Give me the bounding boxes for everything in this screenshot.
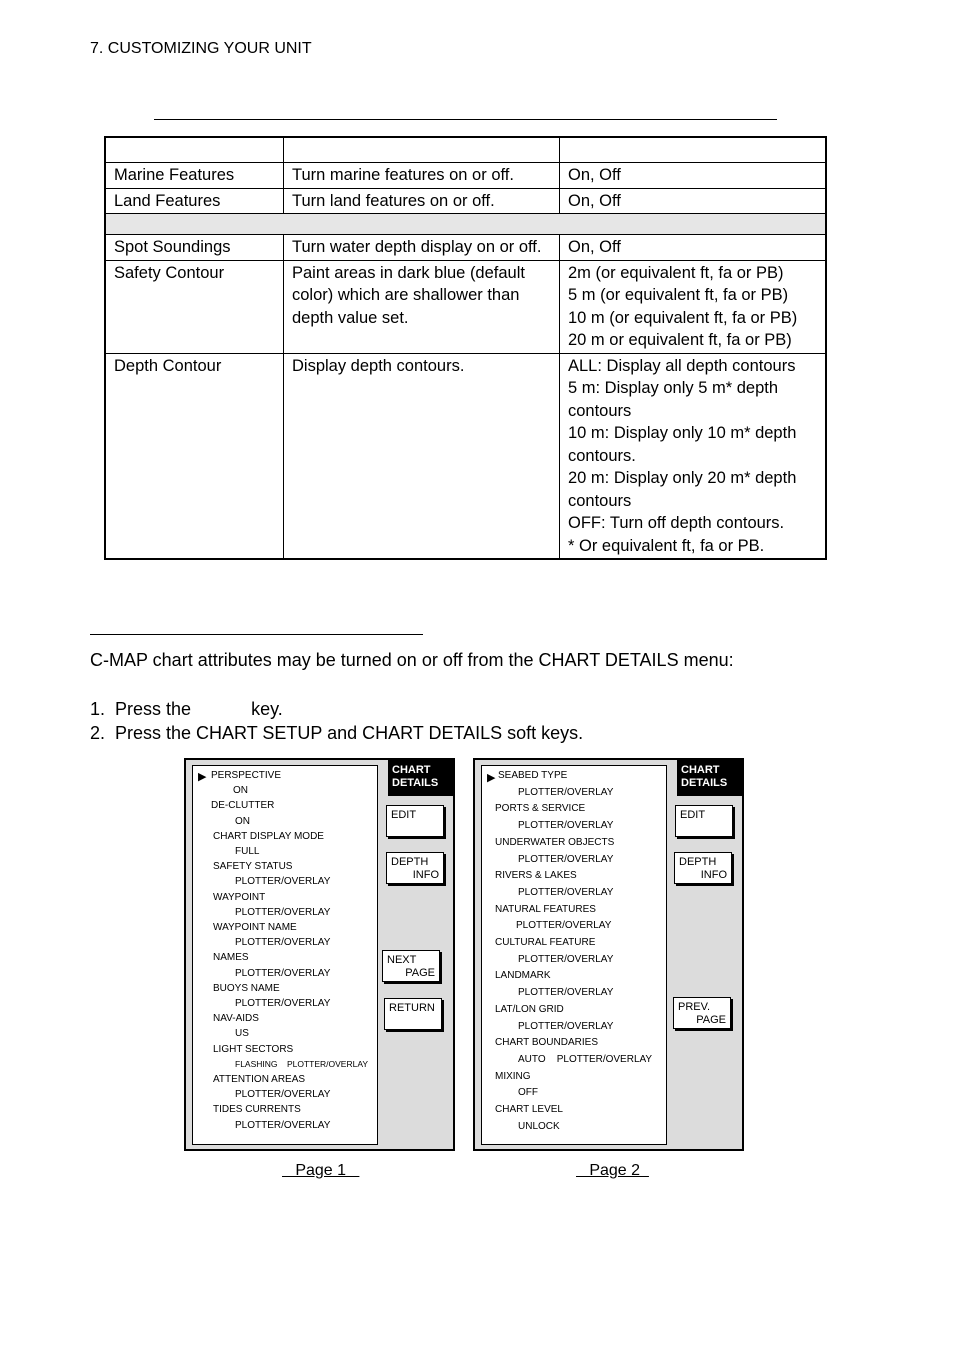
option-line: * Or equivalent ft, fa or PB. bbox=[568, 536, 765, 555]
description-line: Display depth contours. bbox=[292, 356, 465, 375]
menu-value: PLOTTER/OVERLAY bbox=[518, 820, 614, 832]
menu-value: ON bbox=[235, 815, 250, 827]
menu-value: PLOTTER/OVERLAY bbox=[516, 920, 612, 932]
description-cell bbox=[284, 260, 560, 353]
menu-value: PLOTTER/OVERLAY bbox=[235, 1119, 331, 1131]
menu-value: ON bbox=[233, 785, 248, 797]
menu-title-line: CHART bbox=[392, 764, 431, 776]
caption-page-1: Page 1 bbox=[282, 1162, 360, 1179]
intro-paragraph: C-MAP chart attributes may be turned on or off from the CHART DETAILS menu: bbox=[90, 650, 734, 670]
menu-item-underwater-objects[interactable]: UNDERWATER OBJECTS bbox=[495, 836, 615, 848]
soft-key-label: INFO bbox=[412, 869, 439, 881]
option-line: contours. bbox=[568, 446, 636, 465]
section-divider-row bbox=[105, 214, 826, 235]
menu-item-chart-display-mode[interactable]: CHART DISPLAY MODE bbox=[213, 830, 324, 842]
menu-item-light-sectors[interactable]: LIGHT SECTORS bbox=[213, 1043, 294, 1055]
description-cell bbox=[284, 235, 560, 261]
description-line: depth value set. bbox=[292, 308, 409, 327]
menu-value: US bbox=[235, 1028, 249, 1040]
description-line: Paint areas in dark blue (default bbox=[292, 263, 525, 282]
edit-soft-key[interactable] bbox=[675, 805, 733, 837]
options-cell bbox=[560, 235, 827, 261]
chart-attributes-table bbox=[104, 136, 827, 560]
options-cell bbox=[560, 260, 827, 353]
soft-key-label: RETURN bbox=[389, 1002, 435, 1014]
menu-value: PLOTTER/OVERLAY bbox=[518, 886, 614, 898]
section-divider-cell bbox=[105, 214, 826, 235]
header-cell-options bbox=[560, 137, 827, 163]
table-row bbox=[105, 260, 826, 353]
menu-value: PLOTTER/OVERLAY bbox=[235, 876, 331, 888]
step-text: 2. Press the CHART SETUP and CHART DETAILS soft keys. bbox=[90, 723, 584, 743]
next-page-soft-key[interactable] bbox=[382, 950, 440, 982]
menu-title-line: DETAILS bbox=[392, 777, 439, 789]
menu-value: AUTO PLOTTER/OVERLAY bbox=[518, 1053, 653, 1065]
table-row bbox=[105, 188, 826, 214]
option-line: contours bbox=[568, 401, 632, 420]
menu-value: FLASHING PLOTTER/OVERLAY bbox=[235, 1058, 369, 1069]
soft-key-label: PAGE bbox=[405, 967, 435, 979]
menu-value: PLOTTER/OVERLAY bbox=[235, 1089, 331, 1101]
soft-key-label: DEPTH bbox=[679, 856, 717, 868]
option-line: 10 m (or equivalent ft, fa or PB) bbox=[568, 308, 798, 327]
menu-item-ports-service[interactable]: PORTS & SERVICE bbox=[495, 803, 586, 815]
soft-key-label: PREV. bbox=[678, 1001, 711, 1013]
menu-item-mixing[interactable]: MIXING bbox=[495, 1070, 531, 1082]
table-row bbox=[105, 353, 826, 559]
depth-info-soft-key[interactable] bbox=[386, 852, 444, 884]
menu-item-nav-aids[interactable]: NAV-AIDS bbox=[213, 1013, 259, 1025]
description-cell bbox=[284, 163, 560, 189]
table-caption-rule bbox=[154, 119, 777, 120]
options-cell bbox=[560, 353, 827, 559]
menu-item-landmark[interactable]: LANDMARK bbox=[495, 970, 551, 982]
soft-key-label: NEXT bbox=[387, 954, 417, 966]
description-line: Turn water depth display on or off. bbox=[292, 238, 542, 256]
soft-key-label: INFO bbox=[700, 869, 727, 881]
menu-item-lat-lon-grid[interactable]: LAT/LON GRID bbox=[495, 1003, 564, 1015]
option-line: 10 m: Display only 10 m* depth bbox=[568, 424, 797, 442]
soft-key-label: EDIT bbox=[391, 809, 417, 821]
depth-info-soft-key[interactable] bbox=[674, 852, 732, 884]
description-line: color) which are shallower than bbox=[292, 286, 520, 304]
description-cell bbox=[284, 353, 560, 559]
caption-page-2: Page 2 bbox=[576, 1162, 649, 1179]
menu-item-perspective[interactable]: PERSPECTIVE bbox=[211, 770, 282, 781]
menu-item-natural-features[interactable]: NATURAL FEATURES bbox=[495, 903, 596, 915]
return-soft-key[interactable] bbox=[384, 998, 442, 1030]
menu-item-buoys-name[interactable]: BUOYS NAME bbox=[213, 982, 280, 994]
menu-value: PLOTTER/OVERLAY bbox=[518, 853, 614, 865]
menu-title bbox=[677, 760, 744, 796]
item-cell: Depth Contour bbox=[105, 353, 284, 559]
item-cell: Spot Soundings bbox=[105, 235, 284, 261]
menu-item-safety-status[interactable]: SAFETY STATUS bbox=[213, 861, 293, 873]
prev-page-soft-key[interactable] bbox=[673, 997, 731, 1029]
header-cell-description bbox=[284, 137, 560, 163]
chart-details-menu-page-2 bbox=[473, 758, 744, 1151]
step-text: 1. Press the bbox=[90, 699, 192, 719]
step-item bbox=[90, 697, 583, 721]
soft-key-label: EDIT bbox=[680, 809, 706, 821]
menu-item-chart-level[interactable]: CHART LEVEL bbox=[495, 1104, 563, 1116]
menu-item-de-clutter[interactable]: DE-CLUTTER bbox=[211, 800, 275, 812]
menu-list bbox=[192, 765, 378, 1145]
description-cell bbox=[284, 188, 560, 214]
option-line: OFF: Turn off depth contours. bbox=[568, 514, 785, 532]
menu-value: PLOTTER/OVERLAY bbox=[518, 953, 614, 965]
menu-item-tides-currents[interactable]: TIDES CURRENTS bbox=[213, 1104, 301, 1116]
menu-item-waypoint-name[interactable]: WAYPOINT NAME bbox=[213, 922, 297, 934]
menu-value: FULL bbox=[235, 846, 260, 858]
step-item bbox=[90, 721, 583, 745]
options-cell bbox=[560, 188, 827, 214]
menu-value: PLOTTER/OVERLAY bbox=[235, 967, 331, 979]
option-line: 20 m or equivalent ft, fa or PB) bbox=[568, 331, 792, 349]
item-cell: Marine Features bbox=[105, 163, 284, 189]
soft-key-label: PAGE bbox=[696, 1014, 726, 1026]
option-line: ALL: Display all depth contours bbox=[568, 356, 796, 375]
menu-item-chart-boundaries[interactable]: CHART BOUNDARIES bbox=[495, 1037, 598, 1049]
table-row bbox=[105, 163, 826, 189]
step-text-end: key. bbox=[251, 699, 283, 719]
menu-value: PLOTTER/OVERLAY bbox=[235, 998, 331, 1010]
chart-details-menu-page-1 bbox=[184, 758, 455, 1151]
description-line: Turn land features on or off. bbox=[292, 191, 495, 210]
option-line: 20 m: Display only 20 m* depth bbox=[568, 469, 797, 487]
option-line: contours bbox=[568, 491, 632, 510]
header-cell-item bbox=[105, 137, 284, 163]
option-line: 5 m: Display only 5 m* depth bbox=[568, 379, 779, 397]
running-header: 7. CUSTOMIZING YOUR UNIT bbox=[90, 40, 312, 57]
table-header-row bbox=[105, 137, 826, 163]
item-cell: Land Features bbox=[105, 188, 284, 214]
soft-key-label: DEPTH bbox=[391, 856, 429, 868]
description-line: Turn marine features on or off. bbox=[292, 166, 514, 184]
menu-value: PLOTTER/OVERLAY bbox=[518, 786, 614, 798]
option-line: 5 m (or equivalent ft, fa or PB) bbox=[568, 286, 789, 304]
option-line: On, Off bbox=[568, 166, 621, 184]
menu-value: OFF bbox=[518, 1087, 538, 1099]
menu-item-attention-areas[interactable]: ATTENTION AREAS bbox=[213, 1074, 306, 1086]
cursor-arrow-icon: ▶ bbox=[487, 772, 496, 784]
section-heading-rule bbox=[90, 634, 423, 635]
menu-value: PLOTTER/OVERLAY bbox=[235, 906, 331, 918]
menu-value: PLOTTER/OVERLAY bbox=[235, 937, 331, 949]
menu-list bbox=[481, 765, 667, 1145]
menu-item-seabed-type[interactable]: SEABED TYPE bbox=[498, 770, 568, 781]
option-line: On, Off bbox=[568, 191, 621, 210]
options-cell bbox=[560, 163, 827, 189]
edit-soft-key[interactable] bbox=[386, 805, 444, 837]
menu-item-cultural-feature[interactable]: CULTURAL FEATURE bbox=[495, 937, 596, 949]
cursor-arrow-icon: ▶ bbox=[198, 771, 207, 783]
menu-title-line: CHART bbox=[681, 764, 720, 776]
option-line: 2m (or equivalent ft, fa or PB) bbox=[568, 263, 784, 282]
menu-title-line: DETAILS bbox=[681, 777, 728, 789]
menu-value: UNLOCK bbox=[518, 1120, 560, 1132]
item-cell: Safety Contour bbox=[105, 260, 284, 353]
option-line: On, Off bbox=[568, 238, 621, 256]
menu-title bbox=[388, 760, 455, 796]
menu-value: PLOTTER/OVERLAY bbox=[518, 987, 614, 999]
menu-item-rivers-lakes[interactable]: RIVERS & LAKES bbox=[495, 870, 577, 882]
table-row bbox=[105, 235, 826, 261]
menu-value: PLOTTER/OVERLAY bbox=[518, 1020, 614, 1032]
menu-item-names[interactable]: NAMES bbox=[213, 952, 249, 964]
procedure-steps bbox=[90, 697, 583, 745]
menu-item-waypoint[interactable]: WAYPOINT bbox=[213, 891, 266, 903]
